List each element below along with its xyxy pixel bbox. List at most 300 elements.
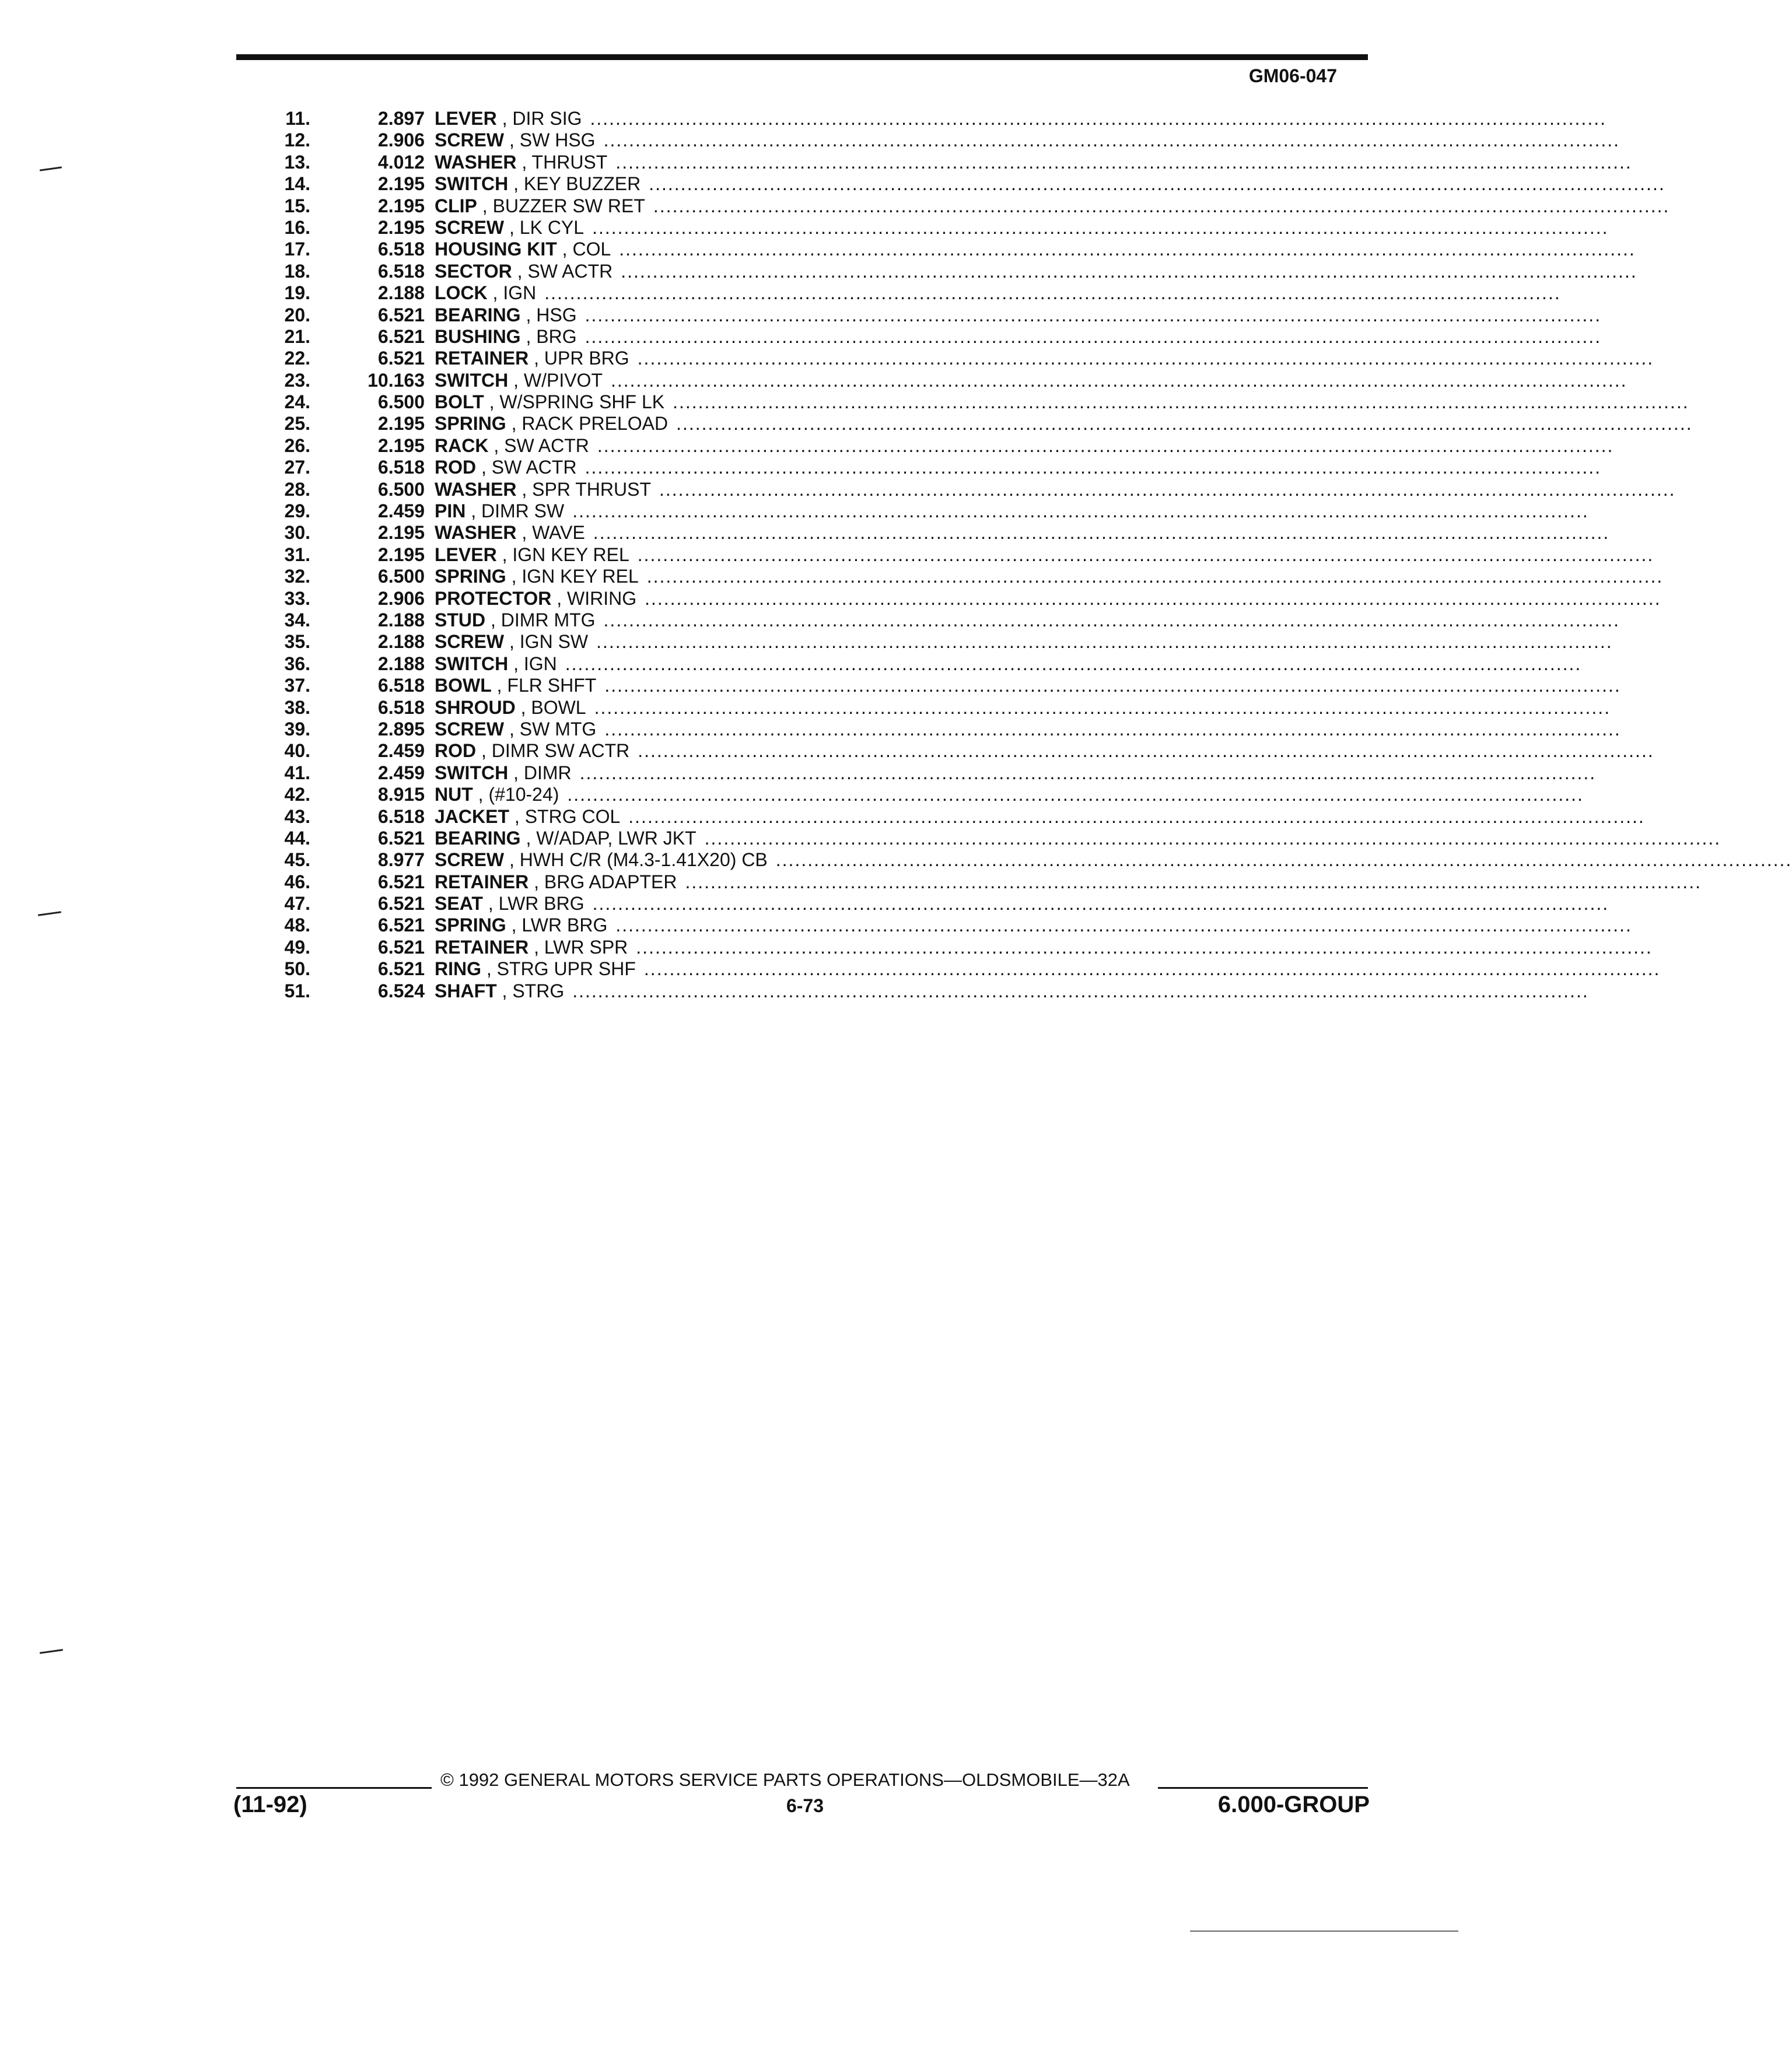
page-number: 6-73 [786,1795,824,1816]
group-number: 6.521 [377,936,425,958]
part-row [274,216,1609,239]
part-description: JACKET , STRG COL ................................................................................................................................................................ [435,805,1645,827]
part-number: 23. [284,369,310,391]
part-detail: DIMR [523,762,572,783]
part-row [274,478,1676,500]
group-number: 2.195 [377,195,425,216]
part-detail: BUZZER SW RET [492,195,645,216]
part-number: 51. [284,980,310,1001]
part-description: HOUSING KIT , COL ................................................................................................................................................................ [435,239,1636,260]
part-row [274,696,1611,719]
part-name: SHROUD [435,696,516,718]
leader-dots: ................................................................................................................................................................ [544,282,1561,304]
part-number: 32. [284,566,310,587]
part-name: BEARING [435,827,521,849]
part-number: 15. [284,195,310,216]
part-name: RETAINER [435,936,529,958]
part-number: 41. [284,762,310,783]
part-number: 14. [284,173,310,195]
group-number: 8.977 [377,849,425,871]
leader-dots: ................................................................................................................................................................ [593,522,1610,544]
part-number: 20. [284,304,310,325]
part-name: HOUSING KIT [435,239,557,260]
part-number: 48. [284,915,310,936]
part-number: 25. [284,413,310,435]
part-row [274,435,1614,457]
part-description: SPRING , IGN KEY REL ................................................................................................................................................................ [435,566,1664,587]
leader-dots: ................................................................................................................................................................ [673,391,1689,413]
leader-dots: ................................................................................................................................................................ [610,369,1628,391]
part-name: JACKET [435,805,510,827]
part-row [274,936,1653,958]
group-number: 2.195 [377,435,425,456]
part-row [274,544,1654,566]
part-detail: WAVE [532,522,585,544]
part-detail: W/ADAP, LWR JKT [536,827,696,849]
part-detail: RACK PRELOAD [522,413,668,435]
part-name: RETAINER [435,871,529,892]
part-detail: IGN KEY REL [512,544,629,565]
document-id: GM06-047 [1248,65,1337,86]
group-number: 2.188 [377,631,425,653]
part-description: WASHER , WAVE ................................................................................................................................................................ [435,522,1610,544]
part-description: BUSHING , BRG ................................................................................................................................................................ [435,325,1602,347]
part-number: 29. [284,500,310,522]
part-description: WASHER , SPR THRUST ................................................................................................................................................................ [435,478,1676,500]
part-number: 50. [284,958,310,980]
leader-dots: ................................................................................................................................................................ [646,566,1664,587]
part-detail: UPR BRG [544,348,629,369]
part-description: BOLT , W/SPRING SHF LK ................................................................................................................................................................ [435,391,1689,413]
leader-dots: ................................................................................................................................................................ [704,827,1721,849]
part-row [274,348,1654,369]
leader-dots: ................................................................................................................................................................ [615,915,1632,936]
revision-date: (11-92) [233,1792,307,1817]
part-name: SWITCH [435,369,509,391]
part-detail: IGN SW [519,631,589,653]
part-detail: KEY BUZZER [523,173,641,195]
part-row [274,915,1632,936]
part-number: 46. [284,871,310,892]
part-detail: IGN [503,282,537,304]
group-number: 6.518 [377,239,425,260]
leader-dots: ................................................................................................................................................................ [597,435,1614,456]
margin-mark [38,911,61,916]
part-description: SWITCH , W/PIVOT ................................................................................................................................................................ [435,369,1628,391]
part-name: CLIP [435,195,477,216]
leader-dots: ................................................................................................................................................................ [637,348,1654,369]
part-description: RING , STRG UPR SHF ................................................................................................................................................................ [435,958,1661,980]
part-detail: BRG [536,325,577,347]
group-number: 2.188 [377,609,425,630]
part-detail: DIMR SW ACTR [491,740,630,762]
leader-dots: ................................................................................................................................................................ [579,762,1597,783]
group-number: 2.195 [377,413,425,435]
part-detail: LWR BRG [522,915,608,936]
part-row [274,762,1597,784]
part-row [274,260,1637,282]
part-row [274,304,1602,326]
footer-rule-right [1158,1787,1368,1789]
part-description: SWITCH , DIMR ................................................................................................................................................................ [435,762,1597,783]
part-name: BOLT [435,391,484,413]
part-description: SHROUD , BOWL ................................................................................................................................................................ [435,696,1611,718]
part-description: SCREW , LK CYL ................................................................................................................................................................ [435,216,1609,238]
part-description: RETAINER , BRG ADAPTER ................................................................................................................................................................ [435,871,1702,892]
part-row [274,893,1609,915]
leader-dots: ................................................................................................................................................................ [596,631,1613,653]
part-detail: STRG COL [524,805,621,827]
part-row [274,391,1689,413]
group-number: 6.500 [377,566,425,587]
group-number: 2.459 [377,500,425,522]
part-number: 39. [284,718,310,740]
group-number: 2.188 [377,282,425,304]
part-number: 36. [284,653,310,674]
group-number: 2.906 [377,129,425,151]
part-row [274,784,1584,805]
part-name: SCREW [435,631,505,653]
group-number: 6.521 [377,893,425,915]
leader-dots: ................................................................................................................................................................ [592,893,1609,915]
part-description: STUD , DIMR MTG ................................................................................................................................................................ [435,609,1620,630]
part-description: ROD , SW ACTR ................................................................................................................................................................ [435,457,1602,478]
part-name: RETAINER [435,348,529,369]
part-row [274,805,1645,828]
part-description: SPRING , RACK PRELOAD ................................................................................................................................................................ [435,413,1693,435]
part-detail: DIMR SW [481,500,565,522]
part-description: CLIP , BUZZER SW RET ................................................................................................................................................................ [435,195,1670,216]
leader-dots: ................................................................................................................................................................ [603,129,1620,151]
part-name: SEAT [435,893,483,915]
part-row [274,173,1665,195]
part-row [274,522,1610,544]
group-number: 2.895 [377,718,425,740]
margin-mark [40,166,62,171]
part-name: RACK [435,435,489,456]
part-name: SCREW [435,129,505,151]
part-name: NUT [435,784,473,805]
leader-dots: ................................................................................................................................................................ [628,805,1645,827]
leader-dots: ................................................................................................................................................................ [584,457,1602,478]
part-name: BUSHING [435,325,521,347]
leader-dots: ................................................................................................................................................................ [685,871,1702,892]
leader-dots: ................................................................................................................................................................ [604,675,1621,696]
part-row [274,587,1661,609]
footer-rule-left [236,1787,432,1789]
part-name: SCREW [435,718,505,740]
part-description: SWITCH , IGN ................................................................................................................................................................ [435,653,1582,674]
leader-dots: ................................................................................................................................................................ [572,980,1589,1001]
part-row [274,958,1661,980]
part-row [274,151,1632,173]
part-name: SECTOR [435,260,512,282]
part-detail: LWR BRG [498,893,584,915]
part-description: LEVER , IGN KEY REL ................................................................................................................................................................ [435,544,1654,565]
part-row [274,413,1693,435]
part-number: 19. [284,282,310,304]
leader-dots: ................................................................................................................................................................ [619,239,1636,260]
leader-dots: ................................................................................................................................................................ [636,936,1653,958]
part-detail: COL [572,239,611,260]
part-detail: BOWL [531,696,586,718]
margin-mark [40,1649,63,1654]
leader-dots: ................................................................................................................................................................ [590,108,1606,129]
group-number: 2.195 [377,173,425,195]
leader-dots: ................................................................................................................................................................ [594,696,1611,718]
part-detail: DIMR MTG [501,609,596,630]
part-row [274,500,1589,522]
leader-dots: ................................................................................................................................................................ [567,784,1584,805]
part-number: 34. [284,609,310,630]
group-number: 8.915 [377,784,425,805]
group-number: 6.521 [377,325,425,347]
part-name: BEARING [435,304,521,325]
part-number: 44. [284,827,310,849]
part-detail: W/PIVOT [523,369,603,391]
part-detail: STRG UPR SHF [496,958,636,980]
part-name: WASHER [435,151,517,173]
part-number: 47. [284,893,310,915]
part-detail: WIRING [566,587,637,609]
group-number: 6.521 [377,348,425,369]
part-name: SPRING [435,413,506,435]
group-number: 6.521 [377,915,425,936]
part-number: 24. [284,391,310,413]
part-row [274,871,1702,893]
part-name: WASHER [435,522,517,544]
part-row [274,653,1582,675]
part-number: 31. [284,544,310,565]
group-number: 6.518 [377,675,425,696]
part-name: SWITCH [435,173,509,195]
part-detail: SW ACTR [491,457,577,478]
part-number: 49. [284,936,310,958]
group-code: 6.000-GROUP [1217,1792,1370,1817]
part-name: SCREW [435,849,505,871]
leader-dots: ................................................................................................................................................................ [643,958,1661,980]
part-row [274,282,1561,304]
copyright-line: © 1992 GENERAL MOTORS SERVICE PARTS OPERATIONS—OLDSMOBILE—32A [440,1770,1130,1790]
leader-dots: ................................................................................................................................................................ [592,216,1609,238]
part-number: 26. [284,435,310,456]
part-number: 38. [284,696,310,718]
part-name: SPRING [435,915,506,936]
part-row [274,325,1602,348]
part-description: LEVER , DIR SIG ................................................................................................................................................................ [435,108,1606,129]
part-row [274,369,1628,391]
group-number: 6.518 [377,260,425,282]
group-number: 4.012 [377,151,425,173]
part-number: 27. [284,457,310,478]
part-name: LEVER [435,544,497,565]
group-number: 2.195 [377,544,425,565]
group-number: 2.906 [377,587,425,609]
part-row [274,195,1670,217]
part-number: 22. [284,348,310,369]
part-description: SCREW , IGN SW ................................................................................................................................................................ [435,631,1613,653]
part-description: PROTECTOR , WIRING ................................................................................................................................................................ [435,587,1661,609]
part-detail: LK CYL [519,216,584,238]
part-number: 28. [284,478,310,500]
group-number: 6.518 [377,696,425,718]
part-detail: W/SPRING SHF LK [499,391,665,413]
group-number: 6.500 [377,478,425,500]
group-number: 10.163 [368,369,425,391]
part-description: SHAFT , STRG ................................................................................................................................................................ [435,980,1589,1001]
group-number: 6.518 [377,457,425,478]
leader-dots: ................................................................................................................................................................ [615,151,1632,173]
part-row [274,239,1636,260]
leader-dots: ................................................................................................................................................................ [653,195,1670,216]
part-name: RING [435,958,481,980]
part-name: PIN [435,500,466,522]
part-row [274,129,1620,151]
group-number: 6.524 [377,980,425,1001]
part-description: ROD , DIMR SW ACTR ................................................................................................................................................................ [435,740,1654,762]
part-row [274,849,1792,871]
part-description: PIN , DIMR SW ................................................................................................................................................................ [435,500,1589,522]
leader-dots: ................................................................................................................................................................ [676,413,1693,435]
part-number: 35. [284,631,310,653]
part-detail: (#10-24) [488,784,559,805]
leader-dots: ................................................................................................................................................................ [659,478,1676,500]
leader-dots: ................................................................................................................................................................ [649,173,1665,195]
part-description: RETAINER , UPR BRG ................................................................................................................................................................ [435,348,1654,369]
group-number: 6.518 [377,805,425,827]
group-number: 6.521 [377,958,425,980]
part-row [274,740,1654,762]
part-number: 13. [284,151,310,173]
part-number: 33. [284,587,310,609]
part-number: 17. [284,239,310,260]
parts-list [274,108,1792,1002]
group-number: 2.459 [377,762,425,783]
part-detail: SW ACTR [504,435,589,456]
part-description: BEARING , W/ADAP, LWR JKT ................................................................................................................................................................ [435,827,1721,849]
group-number: 2.188 [377,653,425,674]
group-number: 6.521 [377,827,425,849]
part-detail: DIR SIG [512,108,582,129]
part-detail: SW MTG [519,718,597,740]
part-name: LOCK [435,282,488,304]
part-number: 42. [284,784,310,805]
part-detail: SW ACTR [527,260,613,282]
leader-dots: ................................................................................................................................................................ [638,740,1654,762]
group-number: 6.500 [377,391,425,413]
part-detail: STRG [512,980,565,1001]
leader-dots: ................................................................................................................................................................ [621,260,1637,282]
part-name: ROD [435,457,477,478]
part-description: SCREW , HWH C/R (M4.3-1.41X20) CB ................................................................................................................................................................ [435,849,1792,871]
part-description: SECTOR , SW ACTR ................................................................................................................................................................ [435,260,1637,282]
part-description: BOWL , FLR SHFT ................................................................................................................................................................ [435,675,1621,696]
part-row [274,631,1613,653]
part-name: SWITCH [435,762,509,783]
group-number: 2.195 [377,216,425,238]
part-detail: BRG ADAPTER [544,871,677,892]
part-name: PROTECTOR [435,587,552,609]
leader-dots: ................................................................................................................................................................ [645,587,1661,609]
part-number: 43. [284,805,310,827]
header-rule [236,54,1368,60]
margin-mark [1190,1931,1458,1932]
part-number: 16. [284,216,310,238]
part-detail: LWR SPR [544,936,628,958]
part-name: STUD [435,609,486,630]
part-row [274,566,1664,587]
part-name: SPRING [435,566,506,587]
part-description: BEARING , HSG ................................................................................................................................................................ [435,304,1602,325]
part-row [274,108,1606,129]
part-number: 18. [284,260,310,282]
part-name: BOWL [435,675,492,696]
part-description: SEAT , LWR BRG ................................................................................................................................................................ [435,893,1609,915]
part-number: 12. [284,129,310,151]
part-description: SWITCH , KEY BUZZER ................................................................................................................................................................ [435,173,1665,195]
part-description: SCREW , SW HSG ................................................................................................................................................................ [435,129,1620,151]
part-name: LEVER [435,108,497,129]
part-detail: FLR SHFT [507,675,597,696]
part-name: SWITCH [435,653,509,674]
part-row [274,457,1602,478]
part-number: 11. [285,108,310,129]
part-detail: HSG [536,304,577,325]
part-detail: IGN KEY REL [522,566,639,587]
leader-dots: ................................................................................................................................................................ [775,849,1792,871]
part-detail: SPR THRUST [532,478,651,500]
part-name: SCREW [435,216,505,238]
part-detail: THRUST [531,151,608,173]
part-description: LOCK , IGN ................................................................................................................................................................ [435,282,1561,304]
part-number: 37. [284,675,310,696]
part-row [274,675,1621,696]
part-description: NUT , (#10-24) ................................................................................................................................................................ [435,784,1584,805]
leader-dots: ................................................................................................................................................................ [603,609,1620,630]
part-description: RACK , SW ACTR ................................................................................................................................................................ [435,435,1614,456]
part-row [274,609,1620,631]
part-number: 40. [284,740,310,762]
group-number: 6.521 [377,871,425,892]
leader-dots: ................................................................................................................................................................ [584,325,1602,347]
part-row [274,980,1589,1002]
leader-dots: ................................................................................................................................................................ [584,304,1602,325]
part-detail: SW HSG [519,129,596,151]
part-description: SCREW , SW MTG ................................................................................................................................................................ [435,718,1621,740]
part-number: 21. [284,325,310,347]
leader-dots: ................................................................................................................................................................ [637,544,1654,565]
part-row [274,718,1621,740]
group-number: 2.897 [377,108,425,129]
part-description: WASHER , THRUST ................................................................................................................................................................ [435,151,1632,173]
group-number: 2.459 [377,740,425,762]
part-detail: HWH C/R (M4.3-1.41X20) CB [519,849,768,871]
part-name: WASHER [435,478,517,500]
group-number: 6.521 [377,304,425,325]
leader-dots: ................................................................................................................................................................ [565,653,1582,674]
part-number: 45. [284,849,310,871]
part-detail: IGN [523,653,557,674]
part-description: RETAINER , LWR SPR ................................................................................................................................................................ [435,936,1653,958]
part-description: SPRING , LWR BRG ................................................................................................................................................................ [435,915,1632,936]
group-number: 2.195 [377,522,425,544]
leader-dots: ................................................................................................................................................................ [604,718,1621,740]
part-number: 30. [284,522,310,544]
part-row [274,827,1721,849]
leader-dots: ................................................................................................................................................................ [572,500,1589,522]
part-name: ROD [435,740,477,762]
part-name: SHAFT [435,980,497,1001]
